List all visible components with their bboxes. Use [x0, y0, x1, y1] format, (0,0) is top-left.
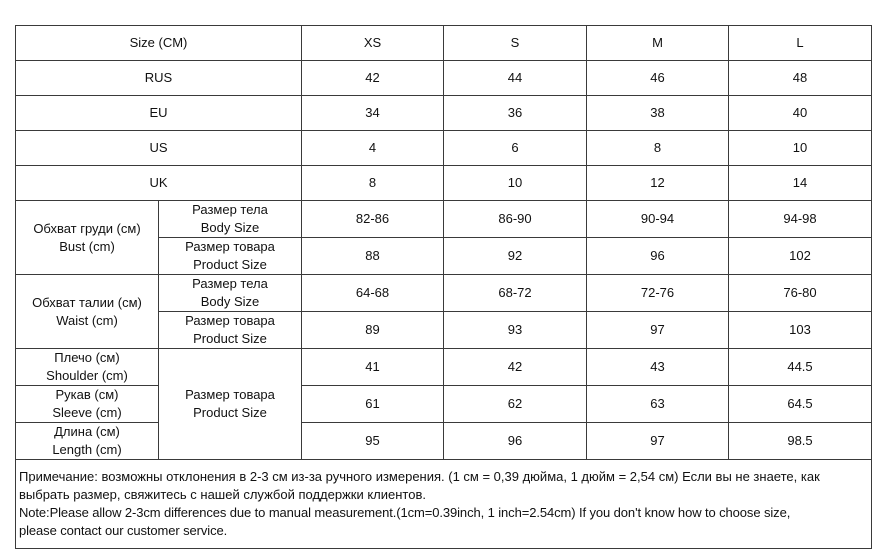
note-text — [16, 460, 872, 549]
table-cell: 62 — [444, 386, 587, 423]
table-row-rus — [16, 61, 872, 96]
note-en-line2: please contact our customer service. — [19, 523, 228, 538]
table-cell: 36 — [444, 96, 587, 131]
shoulder-label-en: Shoulder (cm) — [46, 368, 128, 383]
note-ru-line2: выбрать размер, свяжитесь с нашей службой поддержки клиентов. — [19, 487, 426, 502]
table-cell: 44.5 — [729, 349, 872, 386]
table-cell: 8 — [302, 166, 444, 201]
table-cell: 97 — [587, 423, 729, 460]
sub-label-en: Product Size — [193, 405, 267, 420]
table-cell: 8 — [587, 131, 729, 166]
sub-label-en: Body Size — [200, 294, 260, 309]
length-label-ru: Длина (см) — [54, 424, 120, 439]
table-cell: 98.5 — [729, 423, 872, 460]
table-row-bust-body — [16, 201, 872, 238]
sub-label-ru: Размер товара — [185, 239, 275, 254]
sub-label-product-size — [159, 312, 302, 349]
table-cell: 43 — [587, 349, 729, 386]
size-header-l: L — [729, 26, 872, 61]
table-cell: 10 — [729, 131, 872, 166]
row-label-shoulder — [16, 349, 159, 386]
table-cell: 76-80 — [729, 275, 872, 312]
row-label-bust — [16, 201, 159, 275]
note-en-line1: Note:Please allow 2-3cm differences due to manual measurement.(1cm=0.39inch, 1 inch=2.54cm) If you don't know how to choose size, — [19, 505, 791, 520]
header-row — [16, 26, 872, 61]
sub-label-ru: Размер товара — [185, 387, 275, 402]
note-row — [16, 460, 872, 549]
table-cell: 63 — [587, 386, 729, 423]
table-cell: 4 — [302, 131, 444, 166]
table-cell: 103 — [729, 312, 872, 349]
size-header-m: M — [587, 26, 729, 61]
table-cell: 42 — [302, 61, 444, 96]
table-row-uk — [16, 166, 872, 201]
sub-label-ru: Размер товара — [185, 313, 275, 328]
size-header-xs: XS — [302, 26, 444, 61]
sleeve-label-ru: Рукав (см) — [55, 387, 119, 402]
table-cell: 96 — [444, 423, 587, 460]
table-cell: 61 — [302, 386, 444, 423]
row-label-eu: EU — [16, 96, 302, 131]
table-cell: 14 — [729, 166, 872, 201]
length-label-en: Length (cm) — [52, 442, 122, 457]
table-row-length — [16, 423, 872, 460]
table-cell: 64.5 — [729, 386, 872, 423]
waist-label-ru: Обхват талии (см) — [32, 294, 142, 310]
sub-label-body-size — [159, 201, 302, 238]
row-label-waist — [16, 275, 159, 349]
table-cell: 42 — [444, 349, 587, 386]
table-cell: 38 — [587, 96, 729, 131]
table-cell: 48 — [729, 61, 872, 96]
table-cell: 102 — [729, 238, 872, 275]
sub-label-ru: Размер тела — [192, 276, 268, 291]
table-cell: 89 — [302, 312, 444, 349]
sub-label-product-size — [159, 349, 302, 460]
table-row-waist-body — [16, 275, 872, 312]
row-label-rus: RUS — [16, 61, 302, 96]
size-header-s: S — [444, 26, 587, 61]
table-cell: 10 — [444, 166, 587, 201]
table-cell: 90-94 — [587, 201, 729, 238]
table-cell: 95 — [302, 423, 444, 460]
row-label-us: US — [16, 131, 302, 166]
table-cell: 82-86 — [302, 201, 444, 238]
table-cell: 12 — [587, 166, 729, 201]
table-cell: 64-68 — [302, 275, 444, 312]
sub-label-en: Body Size — [200, 220, 260, 235]
table-cell: 86-90 — [444, 201, 587, 238]
table-cell: 34 — [302, 96, 444, 131]
sub-label-en: Product Size — [193, 331, 267, 346]
table-cell: 97 — [587, 312, 729, 349]
table-row-shoulder — [16, 349, 872, 386]
table-cell: 72-76 — [587, 275, 729, 312]
row-label-sleeve — [16, 386, 159, 423]
table-cell: 88 — [302, 238, 444, 275]
bust-label-ru: Обхват груди (см) — [33, 220, 141, 236]
sub-label-en: Product Size — [193, 257, 267, 272]
row-label-uk: UK — [16, 166, 302, 201]
table-cell: 41 — [302, 349, 444, 386]
table-cell: 92 — [444, 238, 587, 275]
sub-label-product-size — [159, 238, 302, 275]
table-cell: 94-98 — [729, 201, 872, 238]
size-header-label: Size (CM) — [16, 26, 302, 61]
table-row-us — [16, 131, 872, 166]
bust-label-en: Bust (cm) — [59, 238, 115, 254]
table-cell: 68-72 — [444, 275, 587, 312]
sleeve-label-en: Sleeve (cm) — [52, 405, 122, 420]
note-ru-line1: Примечание: возможны отклонения в 2-3 см из-за ручного измерения. (1 см = 0,39 дюйма, 1 дюйм = 2,54 см) Если вы не знаете, как — [19, 469, 820, 484]
sub-label-body-size — [159, 275, 302, 312]
table-cell: 93 — [444, 312, 587, 349]
table-cell: 44 — [444, 61, 587, 96]
table-row-eu — [16, 96, 872, 131]
table-cell: 6 — [444, 131, 587, 166]
table-row-sleeve — [16, 386, 872, 423]
waist-label-en: Waist (cm) — [56, 312, 118, 328]
table-cell: 40 — [729, 96, 872, 131]
size-chart-table — [15, 25, 872, 549]
sub-label-ru: Размер тела — [192, 202, 268, 217]
row-label-length — [16, 423, 159, 460]
shoulder-label-ru: Плечо (см) — [54, 350, 120, 365]
table-cell: 46 — [587, 61, 729, 96]
table-cell: 96 — [587, 238, 729, 275]
